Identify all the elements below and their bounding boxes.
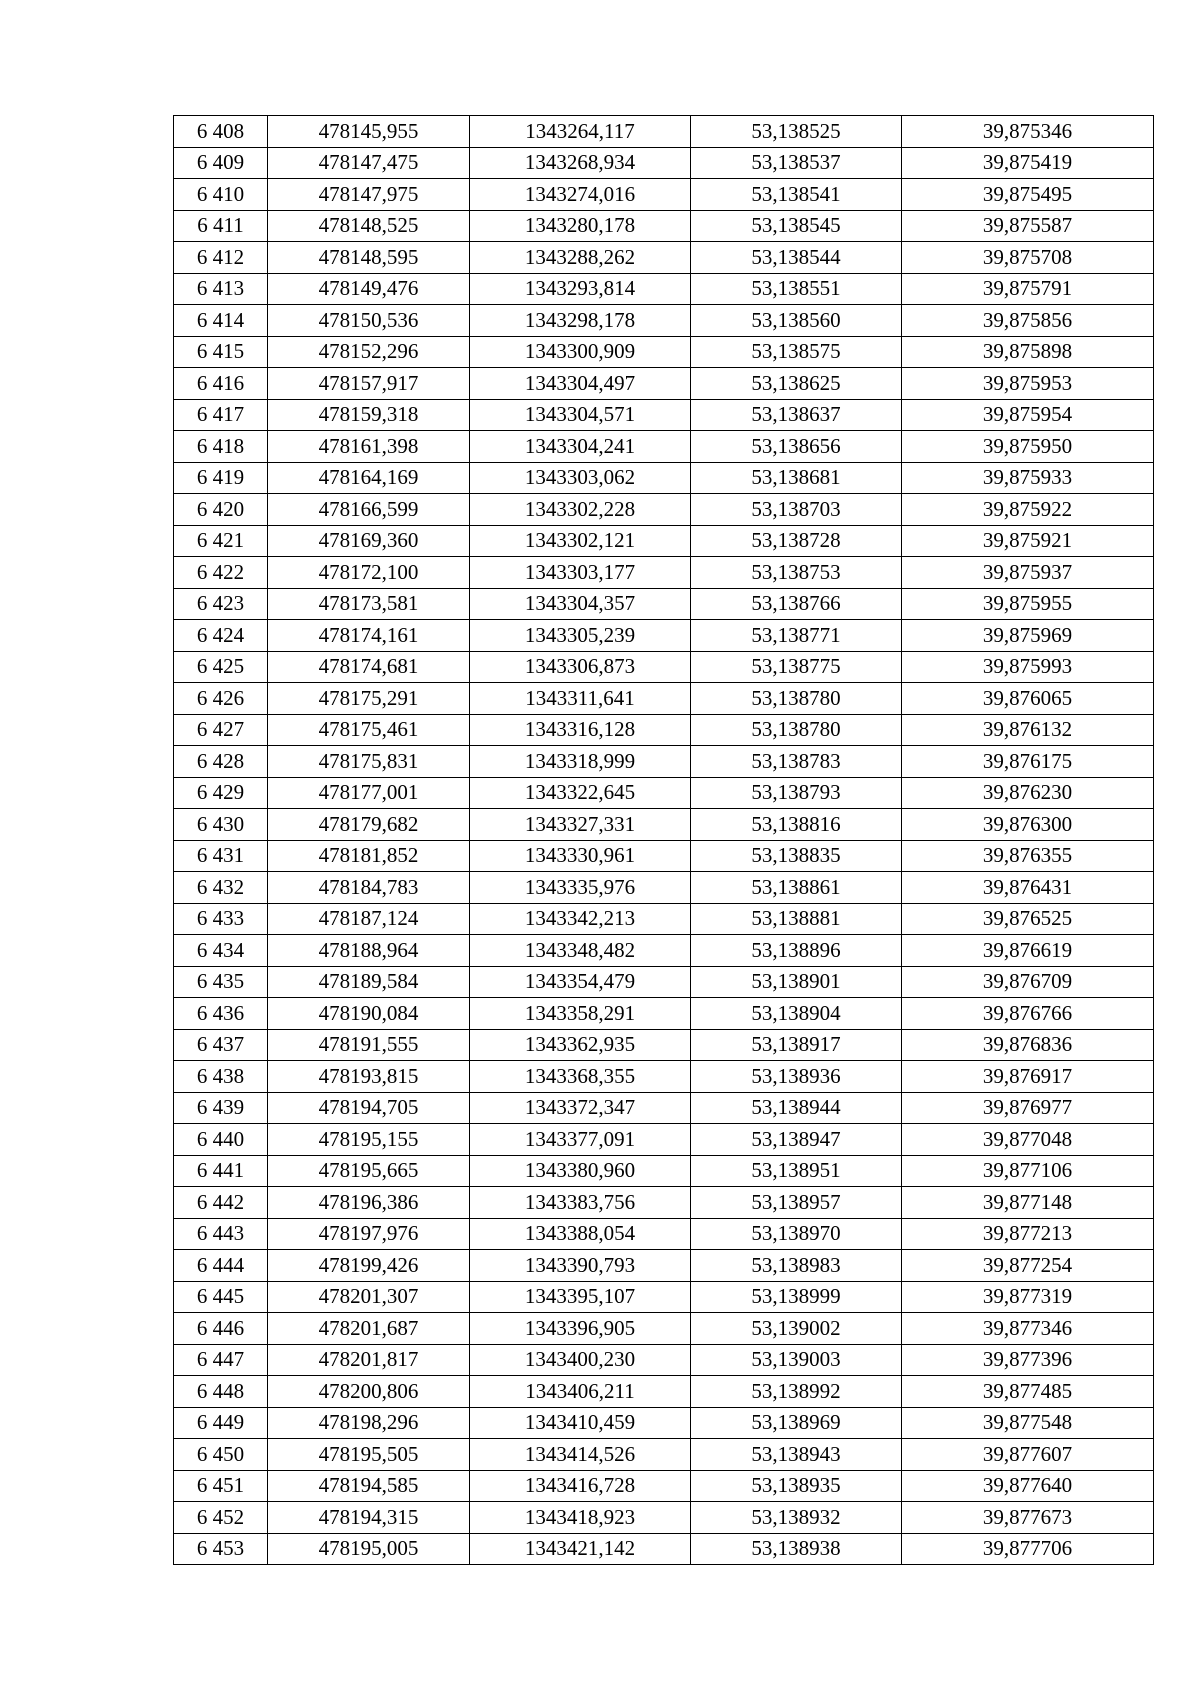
point-number-cell: 6 427	[174, 714, 268, 746]
longitude-cell: 39,875419	[902, 147, 1154, 179]
y-coordinate-cell: 1343395,107	[470, 1281, 691, 1313]
y-coordinate-cell: 1343300,909	[470, 336, 691, 368]
latitude-cell: 53,138904	[691, 998, 902, 1030]
point-number-cell: 6 418	[174, 431, 268, 463]
table-row	[174, 1313, 1154, 1345]
x-coordinate-cell: 478175,461	[268, 714, 470, 746]
x-coordinate-cell: 478194,315	[268, 1502, 470, 1534]
table-row	[174, 998, 1154, 1030]
point-number-cell: 6 443	[174, 1218, 268, 1250]
point-number-cell: 6 431	[174, 840, 268, 872]
longitude-cell: 39,875937	[902, 557, 1154, 589]
table-row	[174, 273, 1154, 305]
longitude-cell: 39,875954	[902, 399, 1154, 431]
longitude-cell: 39,877254	[902, 1250, 1154, 1282]
longitude-cell: 39,877148	[902, 1187, 1154, 1219]
longitude-cell: 39,876230	[902, 777, 1154, 809]
point-number-cell: 6 448	[174, 1376, 268, 1408]
latitude-cell: 53,138771	[691, 620, 902, 652]
y-coordinate-cell: 1343383,756	[470, 1187, 691, 1219]
x-coordinate-cell: 478197,976	[268, 1218, 470, 1250]
y-coordinate-cell: 1343303,177	[470, 557, 691, 589]
table-row	[174, 1533, 1154, 1565]
latitude-cell: 53,138932	[691, 1502, 902, 1534]
table-row	[174, 966, 1154, 998]
longitude-cell: 39,877048	[902, 1124, 1154, 1156]
latitude-cell: 53,138537	[691, 147, 902, 179]
table-row	[174, 1124, 1154, 1156]
x-coordinate-cell: 478195,505	[268, 1439, 470, 1471]
y-coordinate-cell: 1343354,479	[470, 966, 691, 998]
longitude-cell: 39,877706	[902, 1533, 1154, 1565]
longitude-cell: 39,877607	[902, 1439, 1154, 1471]
y-coordinate-cell: 1343416,728	[470, 1470, 691, 1502]
table-row	[174, 557, 1154, 589]
y-coordinate-cell: 1343396,905	[470, 1313, 691, 1345]
latitude-cell: 53,138681	[691, 462, 902, 494]
y-coordinate-cell: 1343302,121	[470, 525, 691, 557]
latitude-cell: 53,138780	[691, 714, 902, 746]
longitude-cell: 39,876355	[902, 840, 1154, 872]
y-coordinate-cell: 1343293,814	[470, 273, 691, 305]
table-row	[174, 840, 1154, 872]
latitude-cell: 53,138637	[691, 399, 902, 431]
table-row	[174, 935, 1154, 967]
y-coordinate-cell: 1343302,228	[470, 494, 691, 526]
x-coordinate-cell: 478193,815	[268, 1061, 470, 1093]
latitude-cell: 53,138969	[691, 1407, 902, 1439]
point-number-cell: 6 453	[174, 1533, 268, 1565]
point-number-cell: 6 413	[174, 273, 268, 305]
table-row	[174, 179, 1154, 211]
x-coordinate-cell: 478174,681	[268, 651, 470, 683]
table-row	[174, 903, 1154, 935]
y-coordinate-cell: 1343418,923	[470, 1502, 691, 1534]
point-number-cell: 6 422	[174, 557, 268, 589]
x-coordinate-cell: 478149,476	[268, 273, 470, 305]
table-row	[174, 588, 1154, 620]
y-coordinate-cell: 1343368,355	[470, 1061, 691, 1093]
x-coordinate-cell: 478157,917	[268, 368, 470, 400]
longitude-cell: 39,875955	[902, 588, 1154, 620]
y-coordinate-cell: 1343280,178	[470, 210, 691, 242]
x-coordinate-cell: 478198,296	[268, 1407, 470, 1439]
table-row	[174, 1218, 1154, 1250]
table-row	[174, 1439, 1154, 1471]
y-coordinate-cell: 1343288,262	[470, 242, 691, 274]
longitude-cell: 39,875933	[902, 462, 1154, 494]
table-row	[174, 809, 1154, 841]
longitude-cell: 39,877319	[902, 1281, 1154, 1313]
table-row	[174, 1029, 1154, 1061]
x-coordinate-cell: 478145,955	[268, 116, 470, 148]
y-coordinate-cell: 1343327,331	[470, 809, 691, 841]
x-coordinate-cell: 478196,386	[268, 1187, 470, 1219]
point-number-cell: 6 441	[174, 1155, 268, 1187]
x-coordinate-cell: 478172,100	[268, 557, 470, 589]
point-number-cell: 6 432	[174, 872, 268, 904]
longitude-cell: 39,876065	[902, 683, 1154, 715]
longitude-cell: 39,876300	[902, 809, 1154, 841]
x-coordinate-cell: 478173,581	[268, 588, 470, 620]
table-row	[174, 1281, 1154, 1313]
longitude-cell: 39,875953	[902, 368, 1154, 400]
latitude-cell: 53,138861	[691, 872, 902, 904]
latitude-cell: 53,139002	[691, 1313, 902, 1345]
y-coordinate-cell: 1343400,230	[470, 1344, 691, 1376]
coordinates-table-body	[174, 116, 1154, 1565]
x-coordinate-cell: 478166,599	[268, 494, 470, 526]
point-number-cell: 6 445	[174, 1281, 268, 1313]
latitude-cell: 53,138816	[691, 809, 902, 841]
longitude-cell: 39,875969	[902, 620, 1154, 652]
y-coordinate-cell: 1343421,142	[470, 1533, 691, 1565]
x-coordinate-cell: 478189,584	[268, 966, 470, 998]
longitude-cell: 39,876836	[902, 1029, 1154, 1061]
table-row	[174, 147, 1154, 179]
latitude-cell: 53,138545	[691, 210, 902, 242]
x-coordinate-cell: 478194,705	[268, 1092, 470, 1124]
latitude-cell: 53,138728	[691, 525, 902, 557]
y-coordinate-cell: 1343335,976	[470, 872, 691, 904]
longitude-cell: 39,875587	[902, 210, 1154, 242]
x-coordinate-cell: 478179,682	[268, 809, 470, 841]
x-coordinate-cell: 478187,124	[268, 903, 470, 935]
table-row	[174, 714, 1154, 746]
y-coordinate-cell: 1343372,347	[470, 1092, 691, 1124]
latitude-cell: 53,138575	[691, 336, 902, 368]
latitude-cell: 53,138999	[691, 1281, 902, 1313]
table-row	[174, 777, 1154, 809]
table-row	[174, 1061, 1154, 1093]
longitude-cell: 39,876766	[902, 998, 1154, 1030]
longitude-cell: 39,876525	[902, 903, 1154, 935]
latitude-cell: 53,138793	[691, 777, 902, 809]
latitude-cell: 53,138951	[691, 1155, 902, 1187]
y-coordinate-cell: 1343377,091	[470, 1124, 691, 1156]
y-coordinate-cell: 1343303,062	[470, 462, 691, 494]
x-coordinate-cell: 478181,852	[268, 840, 470, 872]
table-row	[174, 1376, 1154, 1408]
point-number-cell: 6 417	[174, 399, 268, 431]
point-number-cell: 6 409	[174, 147, 268, 179]
x-coordinate-cell: 478201,307	[268, 1281, 470, 1313]
x-coordinate-cell: 478147,475	[268, 147, 470, 179]
latitude-cell: 53,138943	[691, 1439, 902, 1471]
longitude-cell: 39,877106	[902, 1155, 1154, 1187]
point-number-cell: 6 447	[174, 1344, 268, 1376]
point-number-cell: 6 428	[174, 746, 268, 778]
point-number-cell: 6 415	[174, 336, 268, 368]
longitude-cell: 39,876917	[902, 1061, 1154, 1093]
longitude-cell: 39,875495	[902, 179, 1154, 211]
x-coordinate-cell: 478159,318	[268, 399, 470, 431]
y-coordinate-cell: 1343330,961	[470, 840, 691, 872]
latitude-cell: 53,138775	[691, 651, 902, 683]
point-number-cell: 6 433	[174, 903, 268, 935]
y-coordinate-cell: 1343306,873	[470, 651, 691, 683]
latitude-cell: 53,138936	[691, 1061, 902, 1093]
longitude-cell: 39,875856	[902, 305, 1154, 337]
table-row	[174, 1502, 1154, 1534]
y-coordinate-cell: 1343380,960	[470, 1155, 691, 1187]
y-coordinate-cell: 1343390,793	[470, 1250, 691, 1282]
latitude-cell: 53,138544	[691, 242, 902, 274]
table-row	[174, 305, 1154, 337]
x-coordinate-cell: 478148,595	[268, 242, 470, 274]
latitude-cell: 53,138625	[691, 368, 902, 400]
y-coordinate-cell: 1343316,128	[470, 714, 691, 746]
latitude-cell: 53,138947	[691, 1124, 902, 1156]
latitude-cell: 53,138560	[691, 305, 902, 337]
y-coordinate-cell: 1343406,211	[470, 1376, 691, 1408]
longitude-cell: 39,876431	[902, 872, 1154, 904]
x-coordinate-cell: 478161,398	[268, 431, 470, 463]
latitude-cell: 53,138944	[691, 1092, 902, 1124]
point-number-cell: 6 410	[174, 179, 268, 211]
longitude-cell: 39,875346	[902, 116, 1154, 148]
point-number-cell: 6 414	[174, 305, 268, 337]
y-coordinate-cell: 1343268,934	[470, 147, 691, 179]
y-coordinate-cell: 1343298,178	[470, 305, 691, 337]
latitude-cell: 53,138917	[691, 1029, 902, 1061]
x-coordinate-cell: 478169,360	[268, 525, 470, 557]
latitude-cell: 53,138901	[691, 966, 902, 998]
latitude-cell: 53,138703	[691, 494, 902, 526]
x-coordinate-cell: 478175,831	[268, 746, 470, 778]
point-number-cell: 6 436	[174, 998, 268, 1030]
y-coordinate-cell: 1343322,645	[470, 777, 691, 809]
y-coordinate-cell: 1343264,117	[470, 116, 691, 148]
latitude-cell: 53,138983	[691, 1250, 902, 1282]
latitude-cell: 53,138656	[691, 431, 902, 463]
table-row	[174, 1187, 1154, 1219]
longitude-cell: 39,875791	[902, 273, 1154, 305]
point-number-cell: 6 412	[174, 242, 268, 274]
x-coordinate-cell: 478164,169	[268, 462, 470, 494]
point-number-cell: 6 425	[174, 651, 268, 683]
x-coordinate-cell: 478150,536	[268, 305, 470, 337]
longitude-cell: 39,876977	[902, 1092, 1154, 1124]
point-number-cell: 6 451	[174, 1470, 268, 1502]
point-number-cell: 6 435	[174, 966, 268, 998]
table-row	[174, 525, 1154, 557]
table-row	[174, 368, 1154, 400]
table-row	[174, 1155, 1154, 1187]
x-coordinate-cell: 478195,005	[268, 1533, 470, 1565]
longitude-cell: 39,877396	[902, 1344, 1154, 1376]
longitude-cell: 39,875708	[902, 242, 1154, 274]
table-row	[174, 116, 1154, 148]
table-row	[174, 620, 1154, 652]
y-coordinate-cell: 1343311,641	[470, 683, 691, 715]
x-coordinate-cell: 478201,687	[268, 1313, 470, 1345]
x-coordinate-cell: 478177,001	[268, 777, 470, 809]
x-coordinate-cell: 478201,817	[268, 1344, 470, 1376]
latitude-cell: 53,139003	[691, 1344, 902, 1376]
point-number-cell: 6 449	[174, 1407, 268, 1439]
y-coordinate-cell: 1343305,239	[470, 620, 691, 652]
point-number-cell: 6 450	[174, 1439, 268, 1471]
longitude-cell: 39,876132	[902, 714, 1154, 746]
latitude-cell: 53,138992	[691, 1376, 902, 1408]
y-coordinate-cell: 1343410,459	[470, 1407, 691, 1439]
table-row	[174, 1407, 1154, 1439]
x-coordinate-cell: 478152,296	[268, 336, 470, 368]
longitude-cell: 39,875898	[902, 336, 1154, 368]
point-number-cell: 6 430	[174, 809, 268, 841]
longitude-cell: 39,875993	[902, 651, 1154, 683]
table-row	[174, 1344, 1154, 1376]
y-coordinate-cell: 1343304,571	[470, 399, 691, 431]
y-coordinate-cell: 1343304,357	[470, 588, 691, 620]
latitude-cell: 53,138935	[691, 1470, 902, 1502]
x-coordinate-cell: 478195,665	[268, 1155, 470, 1187]
point-number-cell: 6 420	[174, 494, 268, 526]
longitude-cell: 39,876619	[902, 935, 1154, 967]
latitude-cell: 53,138753	[691, 557, 902, 589]
table-row	[174, 872, 1154, 904]
y-coordinate-cell: 1343388,054	[470, 1218, 691, 1250]
point-number-cell: 6 416	[174, 368, 268, 400]
x-coordinate-cell: 478199,426	[268, 1250, 470, 1282]
longitude-cell: 39,876709	[902, 966, 1154, 998]
longitude-cell: 39,877640	[902, 1470, 1154, 1502]
latitude-cell: 53,138780	[691, 683, 902, 715]
point-number-cell: 6 421	[174, 525, 268, 557]
latitude-cell: 53,138541	[691, 179, 902, 211]
y-coordinate-cell: 1343342,213	[470, 903, 691, 935]
longitude-cell: 39,877673	[902, 1502, 1154, 1534]
point-number-cell: 6 423	[174, 588, 268, 620]
latitude-cell: 53,138766	[691, 588, 902, 620]
latitude-cell: 53,138835	[691, 840, 902, 872]
latitude-cell: 53,138957	[691, 1187, 902, 1219]
table-row	[174, 242, 1154, 274]
table-row	[174, 1250, 1154, 1282]
table-row	[174, 494, 1154, 526]
point-number-cell: 6 434	[174, 935, 268, 967]
point-number-cell: 6 452	[174, 1502, 268, 1534]
x-coordinate-cell: 478175,291	[268, 683, 470, 715]
longitude-cell: 39,877485	[902, 1376, 1154, 1408]
point-number-cell: 6 419	[174, 462, 268, 494]
y-coordinate-cell: 1343318,999	[470, 746, 691, 778]
point-number-cell: 6 444	[174, 1250, 268, 1282]
y-coordinate-cell: 1343304,241	[470, 431, 691, 463]
x-coordinate-cell: 478190,084	[268, 998, 470, 1030]
x-coordinate-cell: 478148,525	[268, 210, 470, 242]
x-coordinate-cell: 478195,155	[268, 1124, 470, 1156]
table-row	[174, 1470, 1154, 1502]
point-number-cell: 6 446	[174, 1313, 268, 1345]
x-coordinate-cell: 478188,964	[268, 935, 470, 967]
point-number-cell: 6 424	[174, 620, 268, 652]
table-row	[174, 399, 1154, 431]
x-coordinate-cell: 478147,975	[268, 179, 470, 211]
latitude-cell: 53,138783	[691, 746, 902, 778]
latitude-cell: 53,138551	[691, 273, 902, 305]
latitude-cell: 53,138970	[691, 1218, 902, 1250]
point-number-cell: 6 438	[174, 1061, 268, 1093]
point-number-cell: 6 429	[174, 777, 268, 809]
x-coordinate-cell: 478174,161	[268, 620, 470, 652]
y-coordinate-cell: 1343348,482	[470, 935, 691, 967]
table-row	[174, 746, 1154, 778]
table-row	[174, 462, 1154, 494]
point-number-cell: 6 439	[174, 1092, 268, 1124]
y-coordinate-cell: 1343304,497	[470, 368, 691, 400]
y-coordinate-cell: 1343414,526	[470, 1439, 691, 1471]
table-row	[174, 1092, 1154, 1124]
point-number-cell: 6 426	[174, 683, 268, 715]
longitude-cell: 39,877548	[902, 1407, 1154, 1439]
coordinates-table	[173, 115, 1154, 1565]
x-coordinate-cell: 478194,585	[268, 1470, 470, 1502]
longitude-cell: 39,875921	[902, 525, 1154, 557]
latitude-cell: 53,138896	[691, 935, 902, 967]
y-coordinate-cell: 1343358,291	[470, 998, 691, 1030]
table-row	[174, 651, 1154, 683]
latitude-cell: 53,138525	[691, 116, 902, 148]
longitude-cell: 39,877213	[902, 1218, 1154, 1250]
point-number-cell: 6 442	[174, 1187, 268, 1219]
x-coordinate-cell: 478191,555	[268, 1029, 470, 1061]
y-coordinate-cell: 1343274,016	[470, 179, 691, 211]
table-row	[174, 431, 1154, 463]
point-number-cell: 6 437	[174, 1029, 268, 1061]
latitude-cell: 53,138938	[691, 1533, 902, 1565]
x-coordinate-cell: 478200,806	[268, 1376, 470, 1408]
x-coordinate-cell: 478184,783	[268, 872, 470, 904]
table-row	[174, 210, 1154, 242]
longitude-cell: 39,875922	[902, 494, 1154, 526]
longitude-cell: 39,875950	[902, 431, 1154, 463]
point-number-cell: 6 408	[174, 116, 268, 148]
table-row	[174, 683, 1154, 715]
longitude-cell: 39,877346	[902, 1313, 1154, 1345]
table-row	[174, 336, 1154, 368]
y-coordinate-cell: 1343362,935	[470, 1029, 691, 1061]
point-number-cell: 6 411	[174, 210, 268, 242]
point-number-cell: 6 440	[174, 1124, 268, 1156]
latitude-cell: 53,138881	[691, 903, 902, 935]
longitude-cell: 39,876175	[902, 746, 1154, 778]
